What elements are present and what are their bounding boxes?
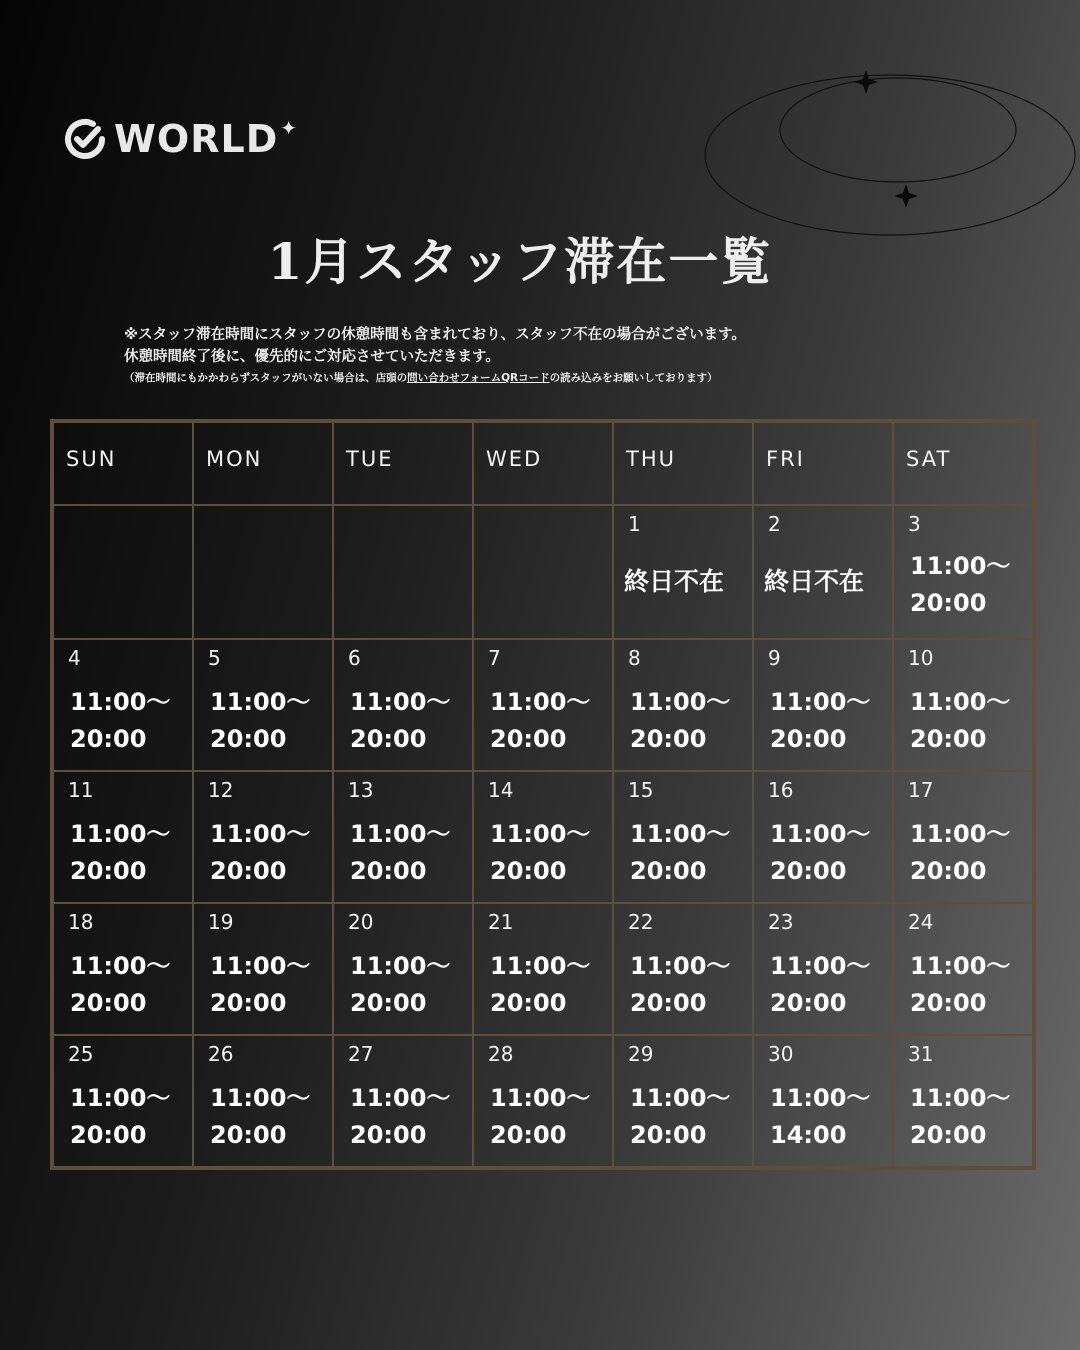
hours: 11:00〜 20:00 [210, 952, 311, 1018]
day-cell [753, 771, 893, 903]
hours: 11:00〜 20:00 [910, 1084, 1011, 1149]
day-number: 13 [348, 778, 374, 803]
day-cell [613, 903, 753, 1035]
hours: 11:00〜 20:00 [490, 952, 591, 1018]
hours: 11:00〜 20:00 [70, 820, 171, 886]
day-number: 24 [908, 910, 934, 935]
hours: 11:00〜 20:00 [910, 552, 1011, 618]
absent-label: 終日不在 [764, 567, 865, 597]
hours: 11:00〜 20:00 [70, 688, 171, 754]
qr-form-link[interactable]: 問い合わせフォームQRコード [407, 372, 550, 384]
day-cell [53, 771, 193, 903]
day-number: 20 [348, 910, 374, 935]
hours: 11:00〜 20:00 [350, 952, 451, 1018]
weekday-cell: SUN [53, 422, 193, 505]
day-number: 3 [908, 512, 921, 537]
day-number: 26 [208, 1042, 234, 1066]
hours: 11:00〜 20:00 [490, 1084, 591, 1149]
day-cell [753, 903, 893, 1035]
day-cell [473, 903, 613, 1035]
week-row [53, 1035, 1033, 1167]
hours: 11:00〜 20:00 [70, 1084, 171, 1149]
weekday-cell: SAT [893, 422, 1033, 505]
day-number: 7 [488, 646, 501, 671]
day-number: 30 [768, 1042, 794, 1066]
day-cell [893, 771, 1033, 903]
day-number: 27 [348, 1042, 374, 1066]
day-number: 22 [628, 910, 654, 935]
day-cell [893, 1035, 1033, 1167]
day-number: 15 [628, 778, 654, 803]
hours: 11:00〜 20:00 [70, 952, 171, 1018]
hours: 11:00〜 20:00 [630, 1084, 731, 1149]
day-cell [753, 505, 893, 639]
day-number: 31 [908, 1042, 934, 1066]
hours: 11:00〜 20:00 [350, 1084, 451, 1149]
week-row [53, 771, 1033, 903]
day-cell [193, 903, 333, 1035]
day-cell [53, 639, 193, 771]
hours: 11:00〜 20:00 [910, 688, 1011, 754]
day-cell [753, 1035, 893, 1167]
notice-line-1: ※スタッフ滞在時間にスタッフの休憩時間も含まれており、スタッフ不在の場合がございます。 [124, 327, 746, 343]
weekday-cell: THU [613, 422, 753, 505]
day-number: 25 [68, 1042, 94, 1066]
day-cell [193, 1035, 333, 1167]
weekday-header-row [53, 422, 1033, 505]
day-cell [893, 903, 1033, 1035]
day-number: 11 [68, 778, 94, 803]
hours: 11:00〜 20:00 [490, 820, 591, 886]
day-cell [473, 771, 613, 903]
hours: 11:00〜 20:00 [770, 820, 871, 886]
day-cell [473, 639, 613, 771]
day-number: 14 [488, 778, 514, 803]
hours: 11:00〜 20:00 [630, 688, 731, 754]
brand-name: WORLD [114, 117, 279, 161]
day-cell [53, 1035, 193, 1167]
day-cell [613, 771, 753, 903]
day-cell-empty [473, 505, 613, 639]
day-cell [333, 771, 473, 903]
notice-line-3: （滞在時間にもかかわらずスタッフがいない場合は、店頭の問い合わせフォームQRコードの読み込みをお願いしております） [124, 372, 718, 384]
day-cell-empty [333, 505, 473, 639]
day-cell [893, 639, 1033, 771]
weekday-cell: MON [193, 422, 333, 505]
day-cell [473, 1035, 613, 1167]
hours: 11:00〜 14:00 [770, 1084, 871, 1149]
brand-logo [62, 116, 297, 162]
day-cell [193, 771, 333, 903]
hours: 11:00〜 20:00 [210, 688, 311, 754]
hours: 11:00〜 20:00 [490, 688, 591, 754]
day-number: 4 [68, 646, 81, 671]
day-number: 5 [208, 646, 221, 671]
day-number: 12 [208, 778, 234, 803]
day-cell [333, 903, 473, 1035]
day-cell-empty [193, 505, 333, 639]
hours: 11:00〜 20:00 [210, 820, 311, 886]
day-number: 2 [768, 512, 781, 537]
weekday-cell: TUE [333, 422, 473, 505]
day-cell [613, 1035, 753, 1167]
week-row [53, 639, 1033, 771]
day-cell [893, 505, 1033, 639]
notice [124, 324, 746, 388]
calendar-grid [50, 419, 1036, 1170]
sparkle-icon: ✦ [280, 116, 298, 140]
day-number: 29 [628, 1042, 654, 1066]
day-number: 19 [208, 910, 234, 935]
hours: 11:00〜 20:00 [350, 688, 451, 754]
day-cell [753, 639, 893, 771]
day-number: 10 [908, 646, 934, 671]
hours: 11:00〜 20:00 [630, 952, 731, 1018]
day-number: 6 [348, 646, 361, 671]
day-number: 1 [628, 512, 641, 537]
day-cell [333, 639, 473, 771]
hours: 11:00〜 20:00 [910, 820, 1011, 886]
day-number: 28 [488, 1042, 514, 1066]
hours: 11:00〜 20:00 [350, 820, 451, 886]
day-number: 16 [768, 778, 794, 803]
day-number: 23 [768, 910, 794, 935]
week-row [53, 903, 1033, 1035]
week-row [53, 505, 1033, 639]
day-number: 21 [488, 910, 514, 935]
page-title: 1月スタッフ滞在一覧 [267, 232, 773, 291]
hours: 11:00〜 20:00 [910, 952, 1011, 1018]
day-cell [333, 1035, 473, 1167]
day-cell [193, 639, 333, 771]
hours: 11:00〜 20:00 [630, 820, 731, 886]
logo-mark-icon [62, 116, 108, 162]
weekday-cell: WED [473, 422, 613, 505]
day-cell-empty [53, 505, 193, 639]
absent-label: 終日不在 [624, 567, 725, 597]
notice-line-2: 休憩時間終了後に、優先的にご対応させていただきます。 [124, 349, 500, 365]
hours: 11:00〜 20:00 [770, 952, 871, 1018]
day-number: 9 [768, 646, 781, 671]
day-number: 8 [628, 646, 641, 671]
day-cell [53, 903, 193, 1035]
day-cell [613, 505, 753, 639]
day-number: 18 [68, 910, 94, 935]
day-number: 17 [908, 778, 934, 803]
hours: 11:00〜 20:00 [770, 688, 871, 754]
day-cell [613, 639, 753, 771]
weekday-cell: FRI [753, 422, 893, 505]
hours: 11:00〜 20:00 [210, 1084, 311, 1149]
